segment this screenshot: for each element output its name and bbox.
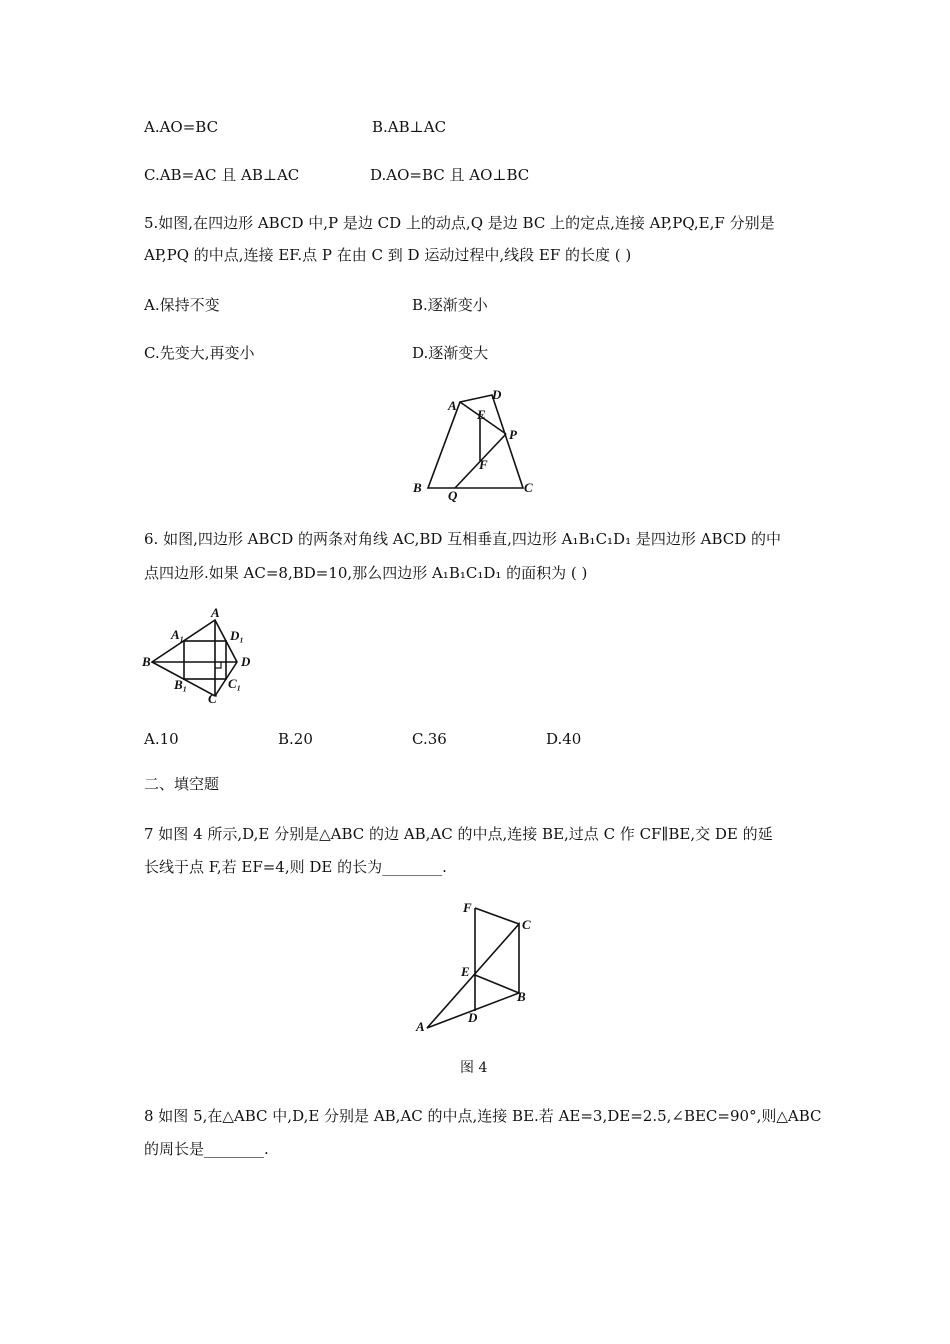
q4-option-d: D.AO=BC 且 AO⊥BC [370,166,530,184]
q4-option-c: C.AB=AC 且 AB⊥AC [144,166,300,184]
q5-label-p: P [509,427,517,442]
q5-option-b: B.逐渐变小 [412,296,488,314]
q5-label-f: F [479,457,488,472]
q6-option-b: B.20 [278,730,313,748]
q6-figure [138,602,268,708]
q8-text-line1: 8 如图 5,在△ABC 中,D,E 分别是 AB,AC 的中点,连接 BE.若 AE=3,DE=2.5,∠BEC=90°,则△ABC [144,1107,822,1125]
q5-figure [400,382,550,507]
q6-option-c: C.36 [412,730,447,748]
q5-option-a: A.保持不变 [144,296,220,314]
q6-midpoint-quadrilateral [184,641,226,679]
q7-label-d: D [468,1010,478,1025]
q6-text-line2: 点四边形.如果 AC=8,BD=10,那么四边形 A₁B₁C₁D₁ 的面积为 ( ) [144,564,588,582]
q4-option-b: B.AB⊥AC [372,118,447,136]
q6-label-b: B [142,654,151,669]
q5-label-a: A [448,398,457,413]
q5-label-q: Q [448,488,458,503]
q6-label-d: D [241,654,251,669]
q6-right-angle-mark [215,662,221,668]
q7-label-b: B [517,989,526,1004]
q5-option-d: D.逐渐变大 [412,344,489,362]
q7-label-e: E [461,964,470,979]
q5-label-d: D [492,387,502,402]
q7-text-line2: 长线于点 F,若 EF=4,则 DE 的长为________. [144,858,447,876]
q8-text-line2: 的周长是________. [144,1140,269,1158]
section-heading-fill-in: 二、填空题 [144,775,220,793]
q5-text-line2: AP,PQ 的中点,连接 EF.点 P 在由 C 到 D 运动过程中,线段 EF 的长度 ( ) [144,246,632,264]
q7-label-c: C [522,917,531,932]
q7-figure [410,895,545,1035]
q5-label-e: E [477,407,486,422]
q6-text-line1: 6. 如图,四边形 ABCD 的两条对角线 AC,BD 互相垂直,四边形 A₁B₁C₁D₁ 是四边形 ABCD 的中 [144,530,782,548]
q5-text-line1: 5.如图,在四边形 ABCD 中,P 是边 CD 上的动点,Q 是边 BC 上的定点,连接 AP,PQ,E,F 分别是 [144,214,775,232]
q7-text-line1: 7 如图 4 所示,D,E 分别是△ABC 的边 AB,AC 的中点,连接 BE,过点 C 作 CF∥BE,交 DE 的延 [144,825,773,843]
q4-option-a: A.AO=BC [144,118,219,136]
q7-segment-fc [475,908,519,924]
q7-label-a: A [416,1019,425,1034]
q6-label-c1: C₁ [228,676,242,691]
q5-option-c: C.先变大,再变小 [144,344,255,362]
q7-label-f: F [463,900,472,915]
q6-label-b1: B₁ [174,677,188,692]
q7-segment-eb [475,975,519,993]
q6-quadrilateral-abcd [152,620,237,696]
q6-label-c: C [208,691,217,706]
q7-figure-caption: 图 4 [460,1060,488,1076]
q6-option-a: A.10 [144,730,179,748]
q6-label-a1: A₁ [171,627,185,642]
q6-label-d1: D₁ [230,628,244,643]
q5-label-c: C [524,480,533,495]
q6-label-a: A [211,605,220,620]
q5-label-b: B [413,480,422,495]
q6-option-d: D.40 [546,730,582,748]
